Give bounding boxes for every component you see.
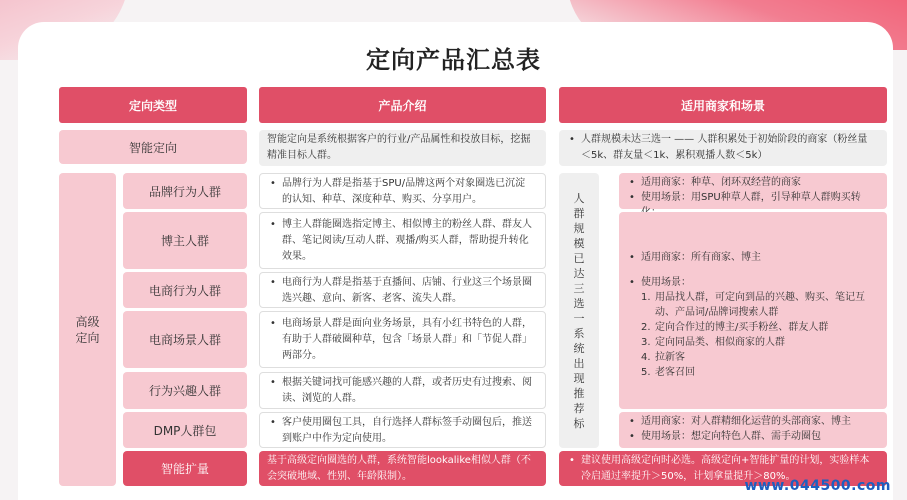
row-label-brand-behavior: 品牌行为人群	[123, 173, 247, 209]
scene-line: • 适用商家：对人群精细化运营的头部商家、博主	[627, 414, 877, 429]
smart-targeting-label: 智能定向	[59, 130, 247, 164]
header-product-intro: 产品介绍	[259, 87, 546, 123]
intro-text: • 根据关键词找可能感兴趣的人群，或者历史有过搜索、阅读、浏览的人群。	[268, 375, 535, 407]
page-title: 定向产品汇总表	[366, 46, 541, 74]
advanced-label-line2: 定向	[75, 330, 100, 345]
scene-brand-behavior	[619, 173, 887, 209]
advanced-targeting-label	[59, 173, 116, 486]
scene-usage-item: 1. 用品找人群，可定向到品的兴趣、购买、笔记互动、产品词/品牌词搜索人群	[641, 292, 865, 318]
watermark: www.044500.com	[744, 478, 891, 494]
smart-targeting-intro: 智能定向是系统根据客户的行业/产品属性和投放目标，挖掘精准目标人群。	[259, 130, 546, 166]
scene-usage-item: 3. 定向同品类、相似商家的人群	[641, 337, 785, 348]
row-intro-brand-behavior	[259, 173, 546, 209]
intro-text: • 电商行为人群是指基于直播间、店铺、行业这三个场景圈选兴趣、意向、新客、老客、流失人群。	[268, 275, 535, 307]
intro-text: • 品牌行为人群是指基于SPU/品牌这两个对象圈选已沉淀的认知、种草、深度种草、购买、分享用户。	[268, 176, 535, 208]
scene-usage-item: 2. 定向合作过的博主/买手粉丝、群友人群	[641, 322, 829, 333]
row-intro-blogger	[259, 212, 546, 269]
smart-targeting-scene	[559, 130, 887, 166]
scene-line: • 使用场景：想定向特色人群、需手动圈包	[627, 429, 877, 444]
row-label-dmp: DMP人群包	[123, 412, 247, 448]
scene-usage-item: 5. 老客召回	[641, 367, 695, 378]
vertical-note-text: 人群规模已达三选一 系统出现推荐标	[573, 191, 585, 430]
scene-dmp	[619, 412, 887, 448]
header-merchants-scenes: 适用商家和场景	[559, 87, 887, 123]
advanced-label-line1: 高级	[75, 314, 100, 329]
scene-line: • 适用商家：种草、闭环双经营的商家	[627, 175, 877, 190]
vertical-note	[559, 173, 599, 448]
smart-scene-text: • 人群规模未达三选一 —— 人群积累处于初始阶段的商家（粉丝量＜5k、群友量＜1k、累积观播人数＜5k）	[567, 132, 877, 164]
scene-line: • 建议使用高级定向时必选。高级定向+智能扩量的计划，实验样本冷启通过率提升＞50%，计划拿量提升＞80%。	[567, 453, 877, 485]
row-intro-dmp	[259, 412, 546, 448]
intro-text: • 电商场景人群是面向业务场景，具有小红书特色的人群，有助于人群破圈种草，包含「场景人群」和「节促人群」两部分。	[268, 316, 535, 364]
row-intro-ecom-behavior	[259, 272, 546, 308]
row-intro-ecom-scene	[259, 311, 546, 368]
row-label-behavior-interest: 行为兴趣人群	[123, 372, 247, 409]
intro-text: • 博主人群能圈选指定博主、相似博主的粉丝人群、群友人群、笔记阅读/互动人群、观播/购买人群，帮助提升转化效果。	[268, 217, 535, 265]
row-label-smart-expand: 智能扩量	[123, 451, 247, 486]
row-intro-smart-expand: 基于高级定向圈选的人群，系统智能lookalike相似人群（不会突破地域、性别、年龄限制）。	[259, 451, 546, 486]
scene-usage-item: 4. 拉新客	[641, 352, 685, 363]
row-label-blogger: 博主人群	[123, 212, 247, 269]
scene-usage-title: • 使用场景：	[627, 275, 877, 290]
row-label-ecom-behavior: 电商行为人群	[123, 272, 247, 308]
scene-middle-group	[619, 212, 887, 409]
row-intro-behavior-interest	[259, 372, 546, 409]
header-targeting-type: 定向类型	[59, 87, 247, 123]
intro-text: • 客户使用圈包工具，自行选择人群标签手动圈包后，推送到账户中作为定向使用。	[268, 415, 535, 447]
scene-merchants: • 适用商家：所有商家、博主	[627, 250, 877, 265]
row-label-ecom-scene: 电商场景人群	[123, 311, 247, 368]
scene-line: • 使用场景：用SPU种草人群，引导种草人群购买转	[627, 190, 877, 220]
